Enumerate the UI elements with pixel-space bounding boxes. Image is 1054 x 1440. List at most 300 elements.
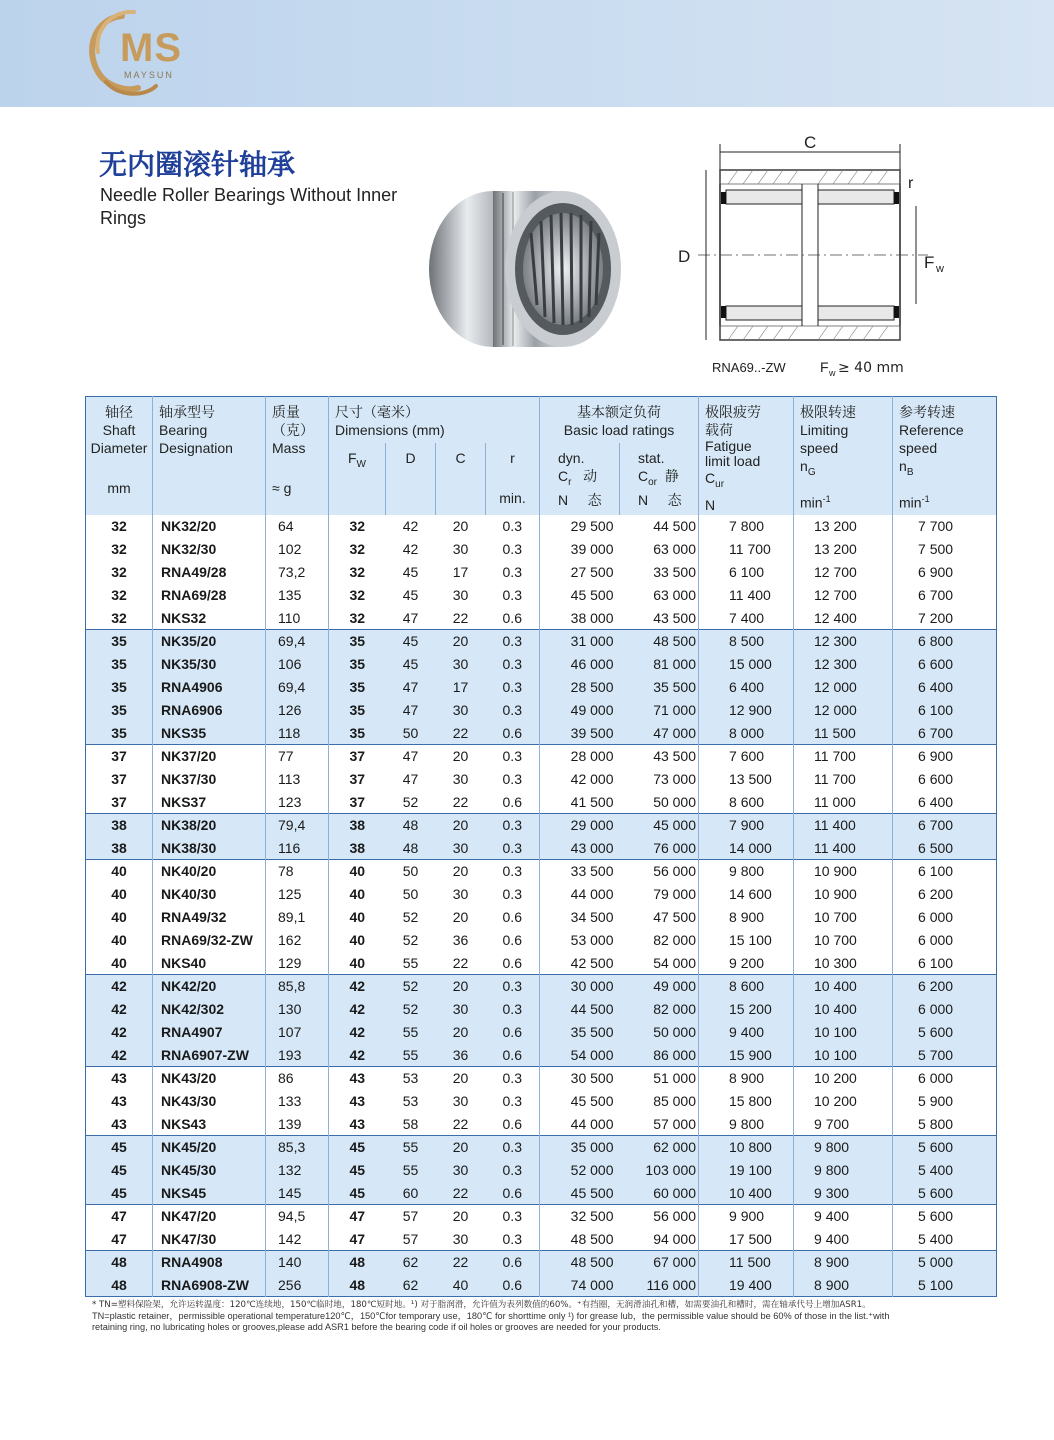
- cell-cur: 15 900: [699, 1044, 794, 1067]
- cell-ng: 12 300: [794, 653, 893, 676]
- cell-cur: 7 400: [699, 607, 794, 630]
- cell-designation: NKS37: [153, 791, 266, 814]
- cell-fw: 40: [329, 883, 386, 906]
- cell-fw: 40: [329, 929, 386, 952]
- table-row: [86, 1021, 997, 1044]
- cell-nb: 6 700: [893, 722, 997, 745]
- cell-c: 22: [436, 1182, 486, 1205]
- cell-shaft: 42: [86, 998, 153, 1021]
- header-reference-speed: 参考转速 Reference speed $n_B$ $\min^{-1}$: [893, 397, 997, 515]
- diagram-caption-fw: F: [820, 359, 829, 375]
- cell-cor: 49 000: [620, 975, 699, 998]
- cell-mass: 69,4: [266, 630, 329, 653]
- cell-fw: 37: [329, 745, 386, 768]
- cell-nb: 6 600: [893, 653, 997, 676]
- cell-fw: 42: [329, 975, 386, 998]
- cell-d: 55: [386, 1044, 436, 1067]
- cell-cr: 43 000: [540, 837, 620, 860]
- cell-designation: RNA6906: [153, 699, 266, 722]
- cell-fw: 35: [329, 630, 386, 653]
- table-row: [86, 722, 997, 745]
- cell-cur: 19 400: [699, 1274, 794, 1297]
- cell-designation: NKS35: [153, 722, 266, 745]
- cell-nb: 6 700: [893, 584, 997, 607]
- cell-ng: 11 700: [794, 745, 893, 768]
- table-row: [86, 768, 997, 791]
- cell-ng: 12 000: [794, 676, 893, 699]
- table-row: [86, 837, 997, 860]
- cell-c: 20: [436, 975, 486, 998]
- cell-d: 57: [386, 1228, 436, 1251]
- cell-mass: 133: [266, 1090, 329, 1113]
- cell-designation: NK37/20: [153, 745, 266, 768]
- cell-nb: 5 900: [893, 1090, 997, 1113]
- cell-nb: 6 000: [893, 1067, 997, 1090]
- cell-cor: 51 000: [620, 1067, 699, 1090]
- cell-fw: 35: [329, 653, 386, 676]
- cell-fw: 47: [329, 1205, 386, 1228]
- cell-cr: 32 500: [540, 1205, 620, 1228]
- cell-cr: 46 000: [540, 653, 620, 676]
- cell-r: 0.3: [486, 1136, 540, 1159]
- logo-subtext: MAYSUN: [124, 70, 174, 80]
- cell-d: 47: [386, 745, 436, 768]
- cell-cor: 79 000: [620, 883, 699, 906]
- cell-shaft: 40: [86, 860, 153, 883]
- cell-shaft: 42: [86, 1021, 153, 1044]
- cell-nb: 6 400: [893, 676, 997, 699]
- cell-cor: 81 000: [620, 653, 699, 676]
- cell-r: 0.6: [486, 607, 540, 630]
- cell-ng: 9 400: [794, 1228, 893, 1251]
- cell-mass: 73,2: [266, 561, 329, 584]
- cell-r: 0.3: [486, 768, 540, 791]
- cell-shaft: 43: [86, 1090, 153, 1113]
- cell-cor: 85 000: [620, 1090, 699, 1113]
- cell-cur: 9 200: [699, 952, 794, 975]
- table-row: [86, 1159, 997, 1182]
- cell-shaft: 43: [86, 1067, 153, 1090]
- cell-fw: 35: [329, 722, 386, 745]
- cell-d: 55: [386, 952, 436, 975]
- cell-cor: 94 000: [620, 1228, 699, 1251]
- cell-cur: 15 000: [699, 653, 794, 676]
- cell-r: 0.3: [486, 561, 540, 584]
- cell-d: 55: [386, 1136, 436, 1159]
- cell-shaft: 32: [86, 607, 153, 630]
- cell-cur: 11 700: [699, 538, 794, 561]
- cell-nb: 5 800: [893, 1113, 997, 1136]
- cell-cor: 33 500: [620, 561, 699, 584]
- cell-fw: 40: [329, 952, 386, 975]
- cell-designation: NK43/30: [153, 1090, 266, 1113]
- cell-r: 0.3: [486, 1090, 540, 1113]
- cell-c: 20: [436, 745, 486, 768]
- cell-c: 22: [436, 1251, 486, 1274]
- cell-fw: 47: [329, 1228, 386, 1251]
- cell-d: 55: [386, 1021, 436, 1044]
- cell-r: 0.6: [486, 906, 540, 929]
- cell-cor: 103 000: [620, 1159, 699, 1182]
- cell-designation: NKS43: [153, 1113, 266, 1136]
- dim-label-c: C: [804, 133, 817, 152]
- cell-d: 52: [386, 929, 436, 952]
- cell-cor: 63 000: [620, 538, 699, 561]
- cell-c: 20: [436, 1021, 486, 1044]
- cell-cr: 29 000: [540, 814, 620, 837]
- cell-nb: 7 500: [893, 538, 997, 561]
- cell-cur: 6 100: [699, 561, 794, 584]
- cell-cr: 52 000: [540, 1159, 620, 1182]
- header-d: D: [386, 443, 436, 515]
- cell-d: 50: [386, 883, 436, 906]
- cell-fw: 32: [329, 515, 386, 538]
- cell-nb: 6 000: [893, 929, 997, 952]
- cell-d: 53: [386, 1090, 436, 1113]
- cell-nb: 6 100: [893, 952, 997, 975]
- cell-ng: 9 700: [794, 1113, 893, 1136]
- cell-mass: 130: [266, 998, 329, 1021]
- cell-d: 47: [386, 768, 436, 791]
- cell-nb: 6 500: [893, 837, 997, 860]
- cell-cor: 82 000: [620, 998, 699, 1021]
- cell-d: 48: [386, 814, 436, 837]
- cell-fw: 42: [329, 1044, 386, 1067]
- cell-fw: 32: [329, 561, 386, 584]
- cell-cur: 14 000: [699, 837, 794, 860]
- cell-ng: 10 100: [794, 1044, 893, 1067]
- cell-ng: 10 700: [794, 906, 893, 929]
- cell-cur: 8 600: [699, 791, 794, 814]
- cell-d: 52: [386, 906, 436, 929]
- cell-d: 60: [386, 1182, 436, 1205]
- cell-mass: 85,3: [266, 1136, 329, 1159]
- cell-cur: 8 900: [699, 1067, 794, 1090]
- cell-c: 30: [436, 1228, 486, 1251]
- cell-mass: 132: [266, 1159, 329, 1182]
- cell-ng: 10 300: [794, 952, 893, 975]
- cell-cor: 44 500: [620, 515, 699, 538]
- cell-cr: 45 500: [540, 584, 620, 607]
- cell-shaft: 38: [86, 814, 153, 837]
- cell-r: 0.3: [486, 515, 540, 538]
- cell-fw: 37: [329, 768, 386, 791]
- cell-cr: 34 500: [540, 906, 620, 929]
- cell-cur: 9 400: [699, 1021, 794, 1044]
- cell-c: 20: [436, 860, 486, 883]
- cell-shaft: 32: [86, 515, 153, 538]
- cell-fw: 48: [329, 1251, 386, 1274]
- cell-ng: 12 700: [794, 561, 893, 584]
- cell-d: 45: [386, 584, 436, 607]
- cell-cr: 27 500: [540, 561, 620, 584]
- cell-cur: 8 600: [699, 975, 794, 998]
- cell-mass: 79,4: [266, 814, 329, 837]
- dim-label-d: D: [678, 247, 691, 266]
- cell-cor: 48 500: [620, 630, 699, 653]
- cell-shaft: 40: [86, 906, 153, 929]
- cell-ng: 10 900: [794, 883, 893, 906]
- cell-designation: RNA4906: [153, 676, 266, 699]
- cell-fw: 43: [329, 1067, 386, 1090]
- cell-d: 53: [386, 1067, 436, 1090]
- cell-nb: 6 800: [893, 630, 997, 653]
- bearing-spec-table: [85, 396, 996, 1297]
- cell-cur: 17 500: [699, 1228, 794, 1251]
- cell-mass: 86: [266, 1067, 329, 1090]
- cell-cor: 62 000: [620, 1136, 699, 1159]
- cell-cr: 45 500: [540, 1182, 620, 1205]
- cell-mass: 135: [266, 584, 329, 607]
- cell-cur: 11 500: [699, 1251, 794, 1274]
- table-row: [86, 1044, 997, 1067]
- cell-shaft: 42: [86, 1044, 153, 1067]
- cell-shaft: 35: [86, 630, 153, 653]
- page-title-cn: 无内圈滚针轴承: [99, 148, 296, 181]
- cell-cor: 60 000: [620, 1182, 699, 1205]
- cell-mass: 123: [266, 791, 329, 814]
- cell-r: 0.6: [486, 1113, 540, 1136]
- cell-c: 22: [436, 791, 486, 814]
- cell-c: 30: [436, 538, 486, 561]
- header-dimensions: 尺寸（毫米） Dimensions (mm): [329, 397, 540, 443]
- cell-cor: 47 500: [620, 906, 699, 929]
- cell-nb: 6 700: [893, 814, 997, 837]
- cell-d: 52: [386, 975, 436, 998]
- cell-shaft: 35: [86, 653, 153, 676]
- cell-cr: 30 500: [540, 1067, 620, 1090]
- cell-r: 0.6: [486, 1044, 540, 1067]
- maysun-logo: [76, 8, 196, 98]
- header-fw: $F_W$: [329, 443, 386, 515]
- cell-shaft: 32: [86, 538, 153, 561]
- cell-c: 20: [436, 515, 486, 538]
- cell-ng: 10 400: [794, 998, 893, 1021]
- cell-r: 0.3: [486, 653, 540, 676]
- cell-cur: 6 400: [699, 676, 794, 699]
- cell-designation: NK40/30: [153, 883, 266, 906]
- table-row: [86, 699, 997, 722]
- table-row: [86, 676, 997, 699]
- header-bearing: 轴承型号 Bearing Designation: [153, 397, 266, 515]
- cell-cr: 53 000: [540, 929, 620, 952]
- cell-shaft: 32: [86, 584, 153, 607]
- cell-d: 58: [386, 1113, 436, 1136]
- cell-nb: 5 600: [893, 1182, 997, 1205]
- cell-c: 30: [436, 883, 486, 906]
- table-row: [86, 1182, 997, 1205]
- cell-fw: 43: [329, 1113, 386, 1136]
- header-r: r min.: [486, 443, 540, 515]
- cell-r: 0.6: [486, 1274, 540, 1297]
- footnote: [92, 1300, 1012, 1333]
- cell-cor: 43 500: [620, 745, 699, 768]
- cell-nb: 6 900: [893, 561, 997, 584]
- cell-cur: 15 200: [699, 998, 794, 1021]
- cell-designation: NK45/30: [153, 1159, 266, 1182]
- cell-ng: 11 000: [794, 791, 893, 814]
- table-row: [86, 653, 997, 676]
- table-row: [86, 998, 997, 1021]
- cell-r: 0.6: [486, 929, 540, 952]
- cell-shaft: 37: [86, 768, 153, 791]
- cell-ng: 13 200: [794, 538, 893, 561]
- header-dynamic: dyn. $C_r$ 动 N 态: [540, 443, 620, 515]
- cell-nb: 7 700: [893, 515, 997, 538]
- cell-designation: NK35/20: [153, 630, 266, 653]
- header-mass: 质量 （克） Mass ≈ g: [266, 397, 329, 515]
- cell-cr: 74 000: [540, 1274, 620, 1297]
- cell-mass: 139: [266, 1113, 329, 1136]
- cell-cor: 50 000: [620, 1021, 699, 1044]
- cell-fw: 32: [329, 607, 386, 630]
- cell-designation: RNA69/28: [153, 584, 266, 607]
- cell-c: 30: [436, 1090, 486, 1113]
- cell-cr: 49 000: [540, 699, 620, 722]
- cell-ng: 9 400: [794, 1205, 893, 1228]
- cell-mass: 106: [266, 653, 329, 676]
- cell-cor: 82 000: [620, 929, 699, 952]
- cell-d: 62: [386, 1274, 436, 1297]
- cell-ng: 10 900: [794, 860, 893, 883]
- cell-designation: RNA69/32-ZW: [153, 929, 266, 952]
- cell-cr: 28 000: [540, 745, 620, 768]
- cell-nb: 6 000: [893, 998, 997, 1021]
- cell-d: 50: [386, 860, 436, 883]
- footnote-line-en2: retaining ring, no lubricating holes or grooves,please add ASR1 before the bearing code if oil holes or grooves are needed for your products.: [92, 1322, 661, 1332]
- cell-ng: 12 400: [794, 607, 893, 630]
- cell-cor: 67 000: [620, 1251, 699, 1274]
- cell-mass: 118: [266, 722, 329, 745]
- cell-cur: 7 800: [699, 515, 794, 538]
- cell-cr: 42 000: [540, 768, 620, 791]
- cell-designation: RNA6907-ZW: [153, 1044, 266, 1067]
- cell-designation: NK47/30: [153, 1228, 266, 1251]
- cell-ng: 10 200: [794, 1090, 893, 1113]
- cell-mass: 140: [266, 1251, 329, 1274]
- cell-cur: 8 900: [699, 906, 794, 929]
- cell-cur: 14 600: [699, 883, 794, 906]
- cell-ng: 9 300: [794, 1182, 893, 1205]
- cell-c: 22: [436, 607, 486, 630]
- cell-r: 0.3: [486, 1205, 540, 1228]
- cell-c: 17: [436, 676, 486, 699]
- cell-cr: 41 500: [540, 791, 620, 814]
- cell-fw: 45: [329, 1136, 386, 1159]
- cell-cur: 10 400: [699, 1182, 794, 1205]
- cell-nb: 5 600: [893, 1205, 997, 1228]
- cell-c: 30: [436, 837, 486, 860]
- cell-shaft: 32: [86, 561, 153, 584]
- cell-c: 30: [436, 998, 486, 1021]
- cell-shaft: 47: [86, 1228, 153, 1251]
- cell-cur: 9 800: [699, 860, 794, 883]
- cell-mass: 77: [266, 745, 329, 768]
- cell-r: 0.3: [486, 998, 540, 1021]
- cell-shaft: 45: [86, 1136, 153, 1159]
- cell-r: 0.3: [486, 837, 540, 860]
- cell-nb: 5 600: [893, 1136, 997, 1159]
- cell-c: 20: [436, 906, 486, 929]
- cell-r: 0.3: [486, 630, 540, 653]
- cell-mass: 256: [266, 1274, 329, 1297]
- cell-designation: NK37/30: [153, 768, 266, 791]
- cell-nb: 6 200: [893, 883, 997, 906]
- cell-fw: 48: [329, 1274, 386, 1297]
- cell-r: 0.3: [486, 699, 540, 722]
- cell-cur: 15 100: [699, 929, 794, 952]
- cell-d: 52: [386, 998, 436, 1021]
- diagram-caption-right: ≥ 40 mm: [838, 360, 904, 376]
- cell-cur: 7 600: [699, 745, 794, 768]
- cell-shaft: 40: [86, 883, 153, 906]
- table-row: [86, 791, 997, 814]
- cell-designation: RNA4907: [153, 1021, 266, 1044]
- cell-nb: 5 400: [893, 1228, 997, 1251]
- cell-cr: 42 500: [540, 952, 620, 975]
- cell-cur: 8 000: [699, 722, 794, 745]
- cell-c: 20: [436, 1067, 486, 1090]
- cell-cr: 28 500: [540, 676, 620, 699]
- cell-designation: NK43/20: [153, 1067, 266, 1090]
- cell-ng: 11 700: [794, 768, 893, 791]
- table-row: [86, 1274, 997, 1297]
- cell-r: 0.6: [486, 1182, 540, 1205]
- cell-c: 20: [436, 630, 486, 653]
- table-row: [86, 975, 997, 998]
- cell-nb: 6 000: [893, 906, 997, 929]
- cell-d: 42: [386, 515, 436, 538]
- cell-designation: NK32/20: [153, 515, 266, 538]
- cell-designation: NK40/20: [153, 860, 266, 883]
- cell-c: 30: [436, 1159, 486, 1182]
- footnote-line-en1: TN=plastic retainer，permissible operational temperature120℃，150℃for temporary use，180℃ for shorttime only ¹) for grease lub，the permissible value should be 60% of those in the list.⁺with: [92, 1311, 890, 1321]
- cell-r: 0.3: [486, 538, 540, 561]
- logo-letters: MS: [120, 26, 182, 70]
- cell-cor: 56 000: [620, 860, 699, 883]
- cell-shaft: 48: [86, 1251, 153, 1274]
- cell-cor: 35 500: [620, 676, 699, 699]
- header-limiting-speed: 极限转速 Limiting speed $n_G$ $\min^{-1}$: [794, 397, 893, 515]
- cell-d: 57: [386, 1205, 436, 1228]
- cell-fw: 35: [329, 676, 386, 699]
- cell-r: 0.6: [486, 1021, 540, 1044]
- cell-d: 55: [386, 1159, 436, 1182]
- cell-cor: 63 000: [620, 584, 699, 607]
- cell-cr: 31 000: [540, 630, 620, 653]
- cell-nb: 6 400: [893, 791, 997, 814]
- table-row: [86, 745, 997, 768]
- cell-ng: 9 800: [794, 1159, 893, 1182]
- cell-shaft: 42: [86, 975, 153, 998]
- cell-designation: NK38/30: [153, 837, 266, 860]
- cell-r: 0.6: [486, 722, 540, 745]
- cell-d: 45: [386, 653, 436, 676]
- cell-designation: RNA4908: [153, 1251, 266, 1274]
- cell-cor: 45 000: [620, 814, 699, 837]
- cell-cr: 39 000: [540, 538, 620, 561]
- cell-cr: 45 500: [540, 1090, 620, 1113]
- cell-fw: 37: [329, 791, 386, 814]
- cell-ng: 11 400: [794, 814, 893, 837]
- cell-designation: RNA49/28: [153, 561, 266, 584]
- table-row: [86, 929, 997, 952]
- page-title-en: Needle Roller Bearings Without Inner Rings: [100, 185, 398, 228]
- cell-designation: NK42/20: [153, 975, 266, 998]
- table-row: [86, 584, 997, 607]
- cell-r: 0.3: [486, 676, 540, 699]
- cell-mass: 129: [266, 952, 329, 975]
